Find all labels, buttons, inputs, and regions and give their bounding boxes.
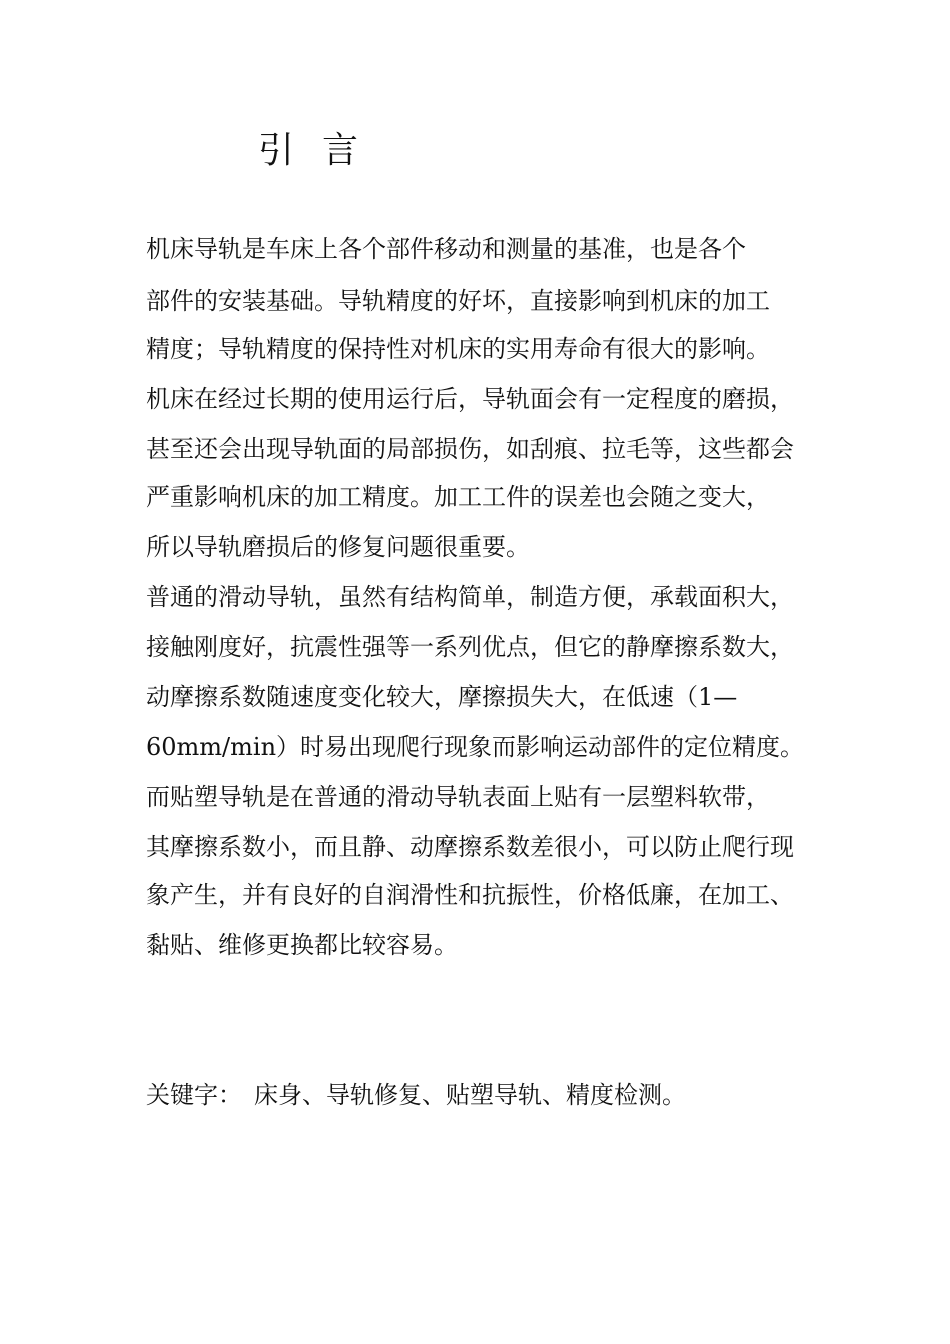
keywords-value: 床身、导轨修复、贴塑导轨、精度检测。 (254, 1081, 686, 1109)
paragraph-line: 接触刚度好，抗震性强等一系列优点，但它的静摩擦系数大， (146, 633, 794, 661)
paragraph-line: 普通的滑动导轨，虽然有结构简单，制造方便，承载面积大， (146, 583, 794, 611)
paragraph-line: 60mm/min）时易出现爬行现象而影响运动部件的定位精度。 (146, 733, 805, 761)
keywords-label: 关键字： (146, 1081, 242, 1109)
paragraph-line: 象产生，并有良好的自润滑性和抗振性，价格低廉，在加工、 (146, 881, 794, 909)
paragraph-line: 黏贴、维修更换都比较容易。 (146, 931, 458, 959)
paragraph-line: 其摩擦系数小，而且静、动摩擦系数差很小，可以防止爬行现 (146, 833, 794, 861)
keywords (146, 1077, 686, 1113)
paragraph-line: 机床导轨是车床上各个部件移动和测量的基准，也是各个 (146, 235, 746, 263)
paragraph-line: 所以导轨磨损后的修复问题很重要。 (146, 533, 530, 561)
paragraph-line: 严重影响机床的加工精度。加工工件的误差也会随之变大， (146, 483, 770, 511)
paragraph-line: 精度；导轨精度的保持性对机床的实用寿命有很大的影响。 (146, 335, 770, 363)
paragraph-line: 甚至还会出现导轨面的局部损伤，如刮痕、拉毛等，这些都会 (146, 435, 794, 463)
page-title: 引言 (258, 130, 387, 171)
paragraph-line: 动摩擦系数随速度变化较大，摩擦损失大，在低速（1— (146, 683, 738, 711)
paragraph-line: 而贴塑导轨是在普通的滑动导轨表面上贴有一层塑料软带， (146, 783, 770, 811)
paragraph-line: 部件的安装基础。导轨精度的好坏，直接影响到机床的加工 (146, 287, 770, 315)
paragraph-line: 机床在经过长期的使用运行后，导轨面会有一定程度的磨损， (146, 385, 794, 413)
